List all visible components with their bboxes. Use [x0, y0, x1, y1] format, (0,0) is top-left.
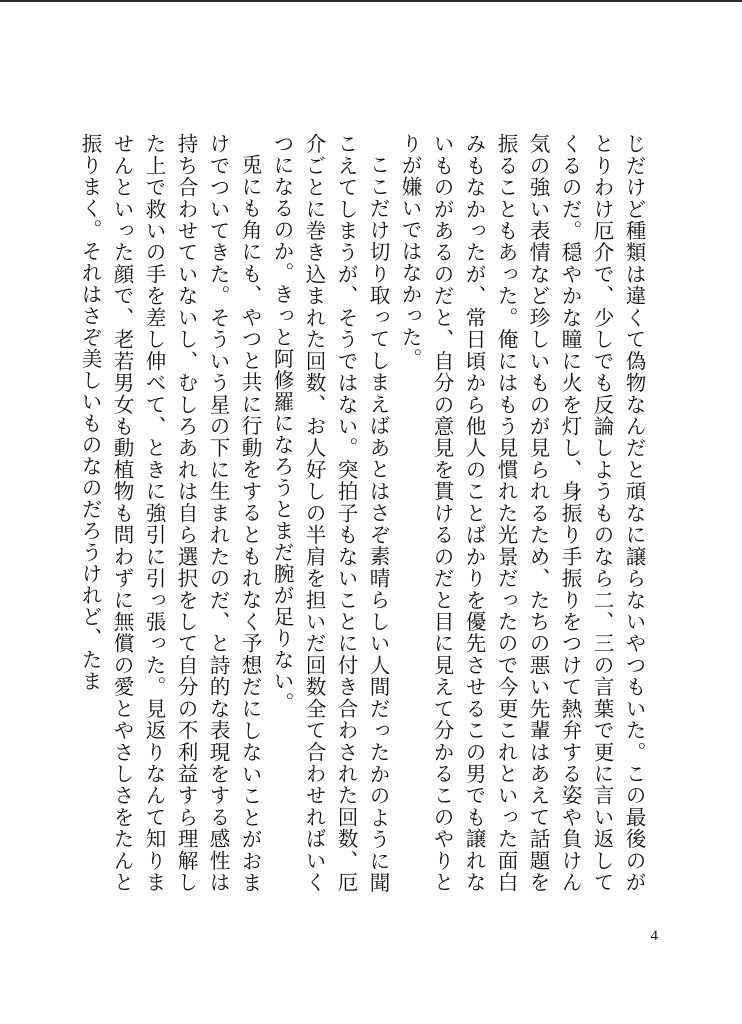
paragraph-1: じだけど種類は違くて偽物なんだと頑なに譲らないやつもいた。この最後のがとりわけ厄介で、少しでも反論しようものなら二、三の言葉で更に言い返してくるのだ。穏やかな瞳に火を灯し、身振り手振りをつけて熱弁する姿や負けん気の強い表情など珍しいものが見られるため、たちの悪い先輩はあえて話題を振ることもあった。俺にはもう見慣れた光景だったので今更これといった面白みもなかったが、常日頃から他人のことばかりを優先させるこの男でも譲れないものがあるのだと、自分の意見を貫けるのだと目に見えて分かるこのやりとりが嫌いではなかった。 — [398, 133, 646, 893]
paragraph-2: ここだけ切り取ってしまえばあとはさぞ素晴らしい人間だったかのように聞こえてしまうが、そうではない。突拍子もないことに付き合わされた回数、厄介ごとに巻き込まれた回数、お人好しの半肩を担いだ回数全て合わせればいくつになるのか。きっと阿修羅になろうとまだ腕が足りない。 — [270, 133, 390, 893]
page-number: 4 — [650, 928, 658, 944]
paragraph-3: 兎にも角にも、やつと共に行動をするともれなく予想だにしないことがおまけでついてきた。そういう星の下に生まれたのだ、と詩的な表現をする感性は持ち合わせていないし、むしろあれは自ら選択をして自分の不利益すら理解した上で救いの手を差し伸べて、ときに強引に引っ張った。見返りなんて知りませんといった顔で、老若男女も動植物も問わずに無償の愛とやさしさをたんと振りまく。それはさぞ美しいものなのだろうけれど、たま — [78, 133, 262, 893]
vertical-body-text — [78, 133, 650, 893]
top-border-rule — [0, 0, 742, 2]
